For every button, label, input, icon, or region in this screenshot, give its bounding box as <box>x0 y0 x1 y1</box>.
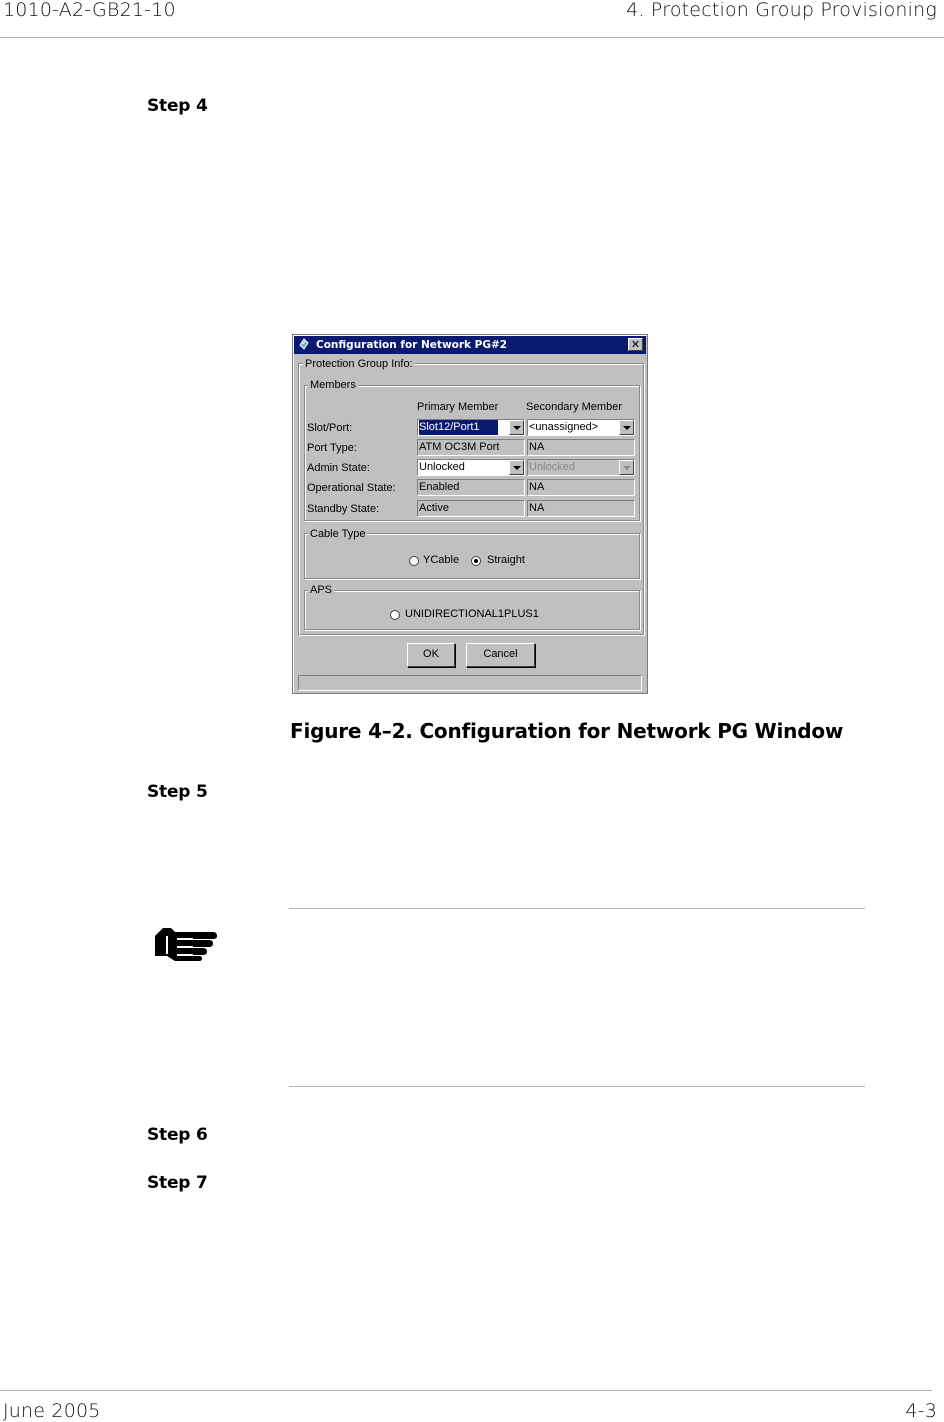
slot-port-label: Slot/Port: <box>307 422 353 434</box>
step-4-label: Step 4 <box>147 96 208 116</box>
pointing-hand-icon <box>153 924 219 962</box>
straight-radio[interactable] <box>471 556 481 566</box>
ycable-label[interactable]: YCable <box>423 554 460 566</box>
config-network-pg-dialog <box>292 334 648 694</box>
step-6-label: Step 6 <box>147 1125 208 1145</box>
figure-caption: Figure 4–2. Configuration for Network PG Window <box>290 719 844 743</box>
doc-number: 1010-A2-GB21-10 <box>3 0 176 21</box>
admin-state-label: Admin State: <box>307 462 370 474</box>
unidirectional-radio[interactable] <box>390 610 400 620</box>
primary-standby-state-field: Active <box>417 500 525 517</box>
header-rule <box>0 37 944 38</box>
primary-admin-state-select[interactable] <box>417 459 525 476</box>
step-7-label: Step 7 <box>147 1173 208 1193</box>
secondary-admin-state-value: Unlocked <box>529 461 575 473</box>
primary-admin-state-value: Unlocked <box>419 461 465 473</box>
chevron-down-icon <box>619 460 634 475</box>
chapter-title: 4. Protection Group Provisioning <box>626 0 937 21</box>
secondary-member-header: Secondary Member <box>526 401 622 413</box>
java-cup-icon <box>298 338 311 351</box>
ok-button[interactable]: OK <box>407 643 455 667</box>
footer-rule <box>0 1390 932 1391</box>
port-type-label: Port Type: <box>307 442 357 454</box>
protection-group-info-label: Protection Group Info: <box>305 358 413 370</box>
members-label: Members <box>310 379 356 391</box>
cable-type-label: Cable Type <box>310 528 366 540</box>
dialog-title-bar <box>294 336 646 354</box>
close-icon[interactable]: ✕ <box>628 338 643 351</box>
primary-slot-port-value: Slot12/Port1 <box>419 420 498 435</box>
primary-member-header: Primary Member <box>417 401 499 413</box>
secondary-slot-port-select[interactable] <box>527 419 635 436</box>
standby-state-label: Standby State: <box>307 503 380 515</box>
secondary-admin-state-select <box>527 459 635 476</box>
secondary-standby-state-field: NA <box>527 500 635 517</box>
chevron-down-icon[interactable] <box>619 420 634 435</box>
cancel-button[interactable]: Cancel <box>466 643 535 667</box>
dialog-title: Configuration for Network PG#2 <box>316 339 508 351</box>
straight-label[interactable]: Straight <box>487 554 525 566</box>
primary-slot-port-select[interactable] <box>417 419 525 436</box>
secondary-port-type-field: NA <box>527 439 635 456</box>
note-top-rule <box>289 908 865 909</box>
unidirectional-label[interactable]: UNIDIRECTIONAL1PLUS1 <box>405 608 539 620</box>
secondary-slot-port-value: <unassigned> <box>529 421 599 433</box>
primary-port-type-field: ATM OC3M Port <box>417 439 525 456</box>
secondary-operational-state-field: NA <box>527 479 635 496</box>
status-bar <box>298 675 642 691</box>
operational-state-label: Operational State: <box>307 482 396 494</box>
primary-operational-state-field: Enabled <box>417 479 525 496</box>
aps-label: APS <box>310 584 333 596</box>
chevron-down-icon[interactable] <box>509 420 524 435</box>
ycable-radio[interactable] <box>409 556 419 566</box>
chevron-down-icon[interactable] <box>509 460 524 475</box>
page-number: 4-3 <box>905 1400 937 1422</box>
note-bottom-rule <box>289 1086 865 1087</box>
step-5-label: Step 5 <box>147 782 208 802</box>
footer-date: June 2005 <box>3 1400 101 1422</box>
